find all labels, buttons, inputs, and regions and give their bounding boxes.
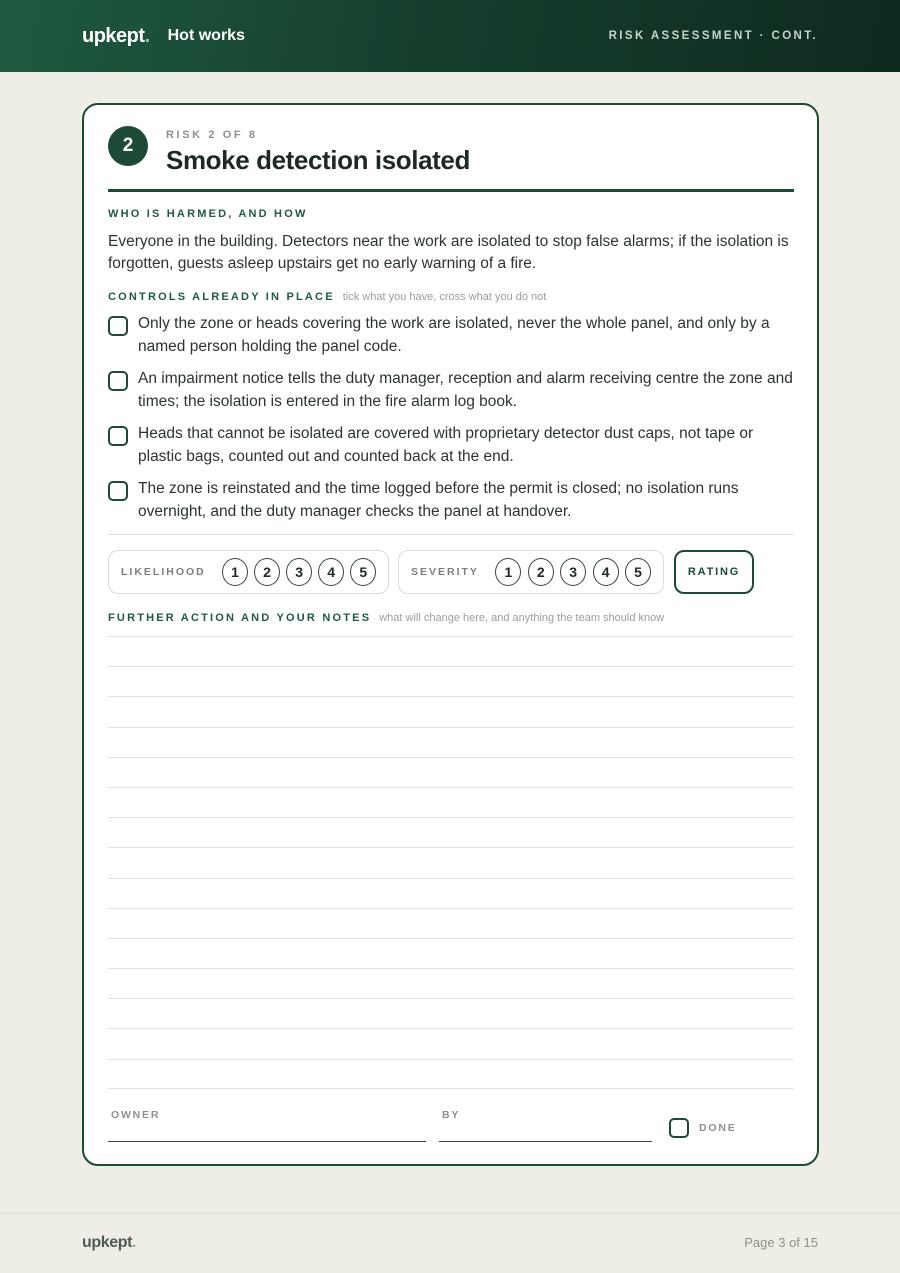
owner-field[interactable] bbox=[108, 1105, 426, 1142]
risk-title: Smoke detection isolated bbox=[166, 145, 470, 175]
note-line[interactable] bbox=[108, 757, 794, 787]
note-line[interactable] bbox=[108, 817, 794, 847]
control-text: Only the zone or heads covering the work are isolated, never the whole panel, and only by a named person holding the panel code. bbox=[138, 315, 770, 355]
footer-logo-text: upkept bbox=[82, 1234, 133, 1251]
document-title: Hot works bbox=[167, 27, 245, 44]
brand-logo bbox=[82, 25, 150, 48]
notes-area[interactable] bbox=[108, 636, 794, 1089]
controls-label: CONTROLS ALREADY IN PLACE bbox=[108, 291, 335, 303]
severity-selector bbox=[398, 550, 664, 594]
likelihood-option-4[interactable]: 4 bbox=[318, 558, 344, 586]
note-line[interactable] bbox=[108, 968, 794, 998]
likelihood-option-5[interactable]: 5 bbox=[350, 558, 376, 586]
note-line[interactable] bbox=[108, 938, 794, 968]
control-checkbox[interactable] bbox=[108, 426, 128, 446]
likelihood-option-3[interactable]: 3 bbox=[286, 558, 312, 586]
page-number: Page 3 of 15 bbox=[744, 1235, 818, 1250]
controls-heading bbox=[108, 291, 546, 303]
control-item bbox=[108, 313, 794, 358]
footer-logo-dot: . bbox=[132, 1234, 137, 1251]
logo-text: upkept bbox=[82, 24, 145, 47]
done-label: DONE bbox=[699, 1122, 737, 1134]
section-name: RISK ASSESSMENT · CONT. bbox=[608, 30, 818, 42]
note-line[interactable] bbox=[108, 727, 794, 757]
notes-label: FURTHER ACTION AND YOUR NOTES bbox=[108, 612, 372, 624]
page-header bbox=[0, 0, 900, 72]
severity-option-2[interactable]: 2 bbox=[528, 558, 554, 586]
control-item bbox=[108, 423, 794, 468]
severity-option-5[interactable]: 5 bbox=[625, 558, 651, 586]
note-line[interactable] bbox=[108, 998, 794, 1028]
control-checkbox[interactable] bbox=[108, 371, 128, 391]
control-text: An impairment notice tells the duty manager, reception and alarm receiving centre the zone and times; the isolation is entered in the fire alarm log book. bbox=[138, 370, 793, 410]
note-line[interactable] bbox=[108, 878, 794, 908]
control-item bbox=[108, 478, 794, 523]
who-harmed-label: WHO IS HARMED, AND HOW bbox=[108, 208, 308, 220]
done-checkbox[interactable] bbox=[669, 1118, 689, 1138]
controls-list bbox=[108, 313, 794, 533]
control-item bbox=[108, 368, 794, 413]
owner-label: OWNER bbox=[111, 1109, 161, 1121]
severity-option-1[interactable]: 1 bbox=[495, 558, 521, 586]
risk-count: RISK 2 OF 8 bbox=[166, 129, 258, 141]
control-text: The zone is reinstated and the time logged before the permit is closed; no isolation runs overnight, and the duty manager checks the panel at handover. bbox=[138, 480, 739, 520]
note-line[interactable] bbox=[108, 787, 794, 817]
note-line[interactable] bbox=[108, 847, 794, 877]
notes-heading bbox=[108, 612, 664, 624]
severity-label: SEVERITY bbox=[411, 566, 479, 578]
note-line[interactable] bbox=[108, 1059, 794, 1089]
logo-dot: . bbox=[144, 24, 150, 47]
who-harmed-text: Everyone in the building. Detectors near the work are isolated to stop false alarms; if the isolation is forgotten, guests asleep upstairs get no early warning of a fire. bbox=[108, 233, 789, 272]
footer-divider bbox=[0, 1213, 900, 1214]
note-line[interactable] bbox=[108, 666, 794, 696]
risk-number-badge: 2 bbox=[108, 126, 148, 166]
note-line[interactable] bbox=[108, 1028, 794, 1058]
likelihood-selector bbox=[108, 550, 389, 594]
likelihood-option-2[interactable]: 2 bbox=[254, 558, 280, 586]
likelihood-label: LIKELIHOOD bbox=[121, 566, 206, 578]
control-checkbox[interactable] bbox=[108, 481, 128, 501]
title-divider bbox=[108, 189, 794, 192]
by-label: BY bbox=[442, 1109, 461, 1121]
footer-logo bbox=[82, 1234, 136, 1252]
note-line[interactable] bbox=[108, 636, 794, 666]
rating-box[interactable]: RATING bbox=[674, 550, 754, 594]
likelihood-option-1[interactable]: 1 bbox=[222, 558, 248, 586]
by-date-field[interactable] bbox=[439, 1105, 652, 1142]
notes-hint: what will change here, and anything the team should know bbox=[379, 612, 665, 624]
note-line[interactable] bbox=[108, 908, 794, 938]
risk-card bbox=[82, 103, 819, 1166]
control-checkbox[interactable] bbox=[108, 316, 128, 336]
note-line[interactable] bbox=[108, 696, 794, 726]
severity-option-3[interactable]: 3 bbox=[560, 558, 586, 586]
controls-hint: tick what you have, cross what you do not bbox=[342, 291, 547, 303]
control-text: Heads that cannot be isolated are covered with proprietary detector dust caps, not tape or plastic bags, counted out and counted back at the end. bbox=[138, 425, 754, 465]
section-divider bbox=[108, 534, 794, 535]
severity-option-4[interactable]: 4 bbox=[593, 558, 619, 586]
done-control bbox=[669, 1118, 737, 1138]
